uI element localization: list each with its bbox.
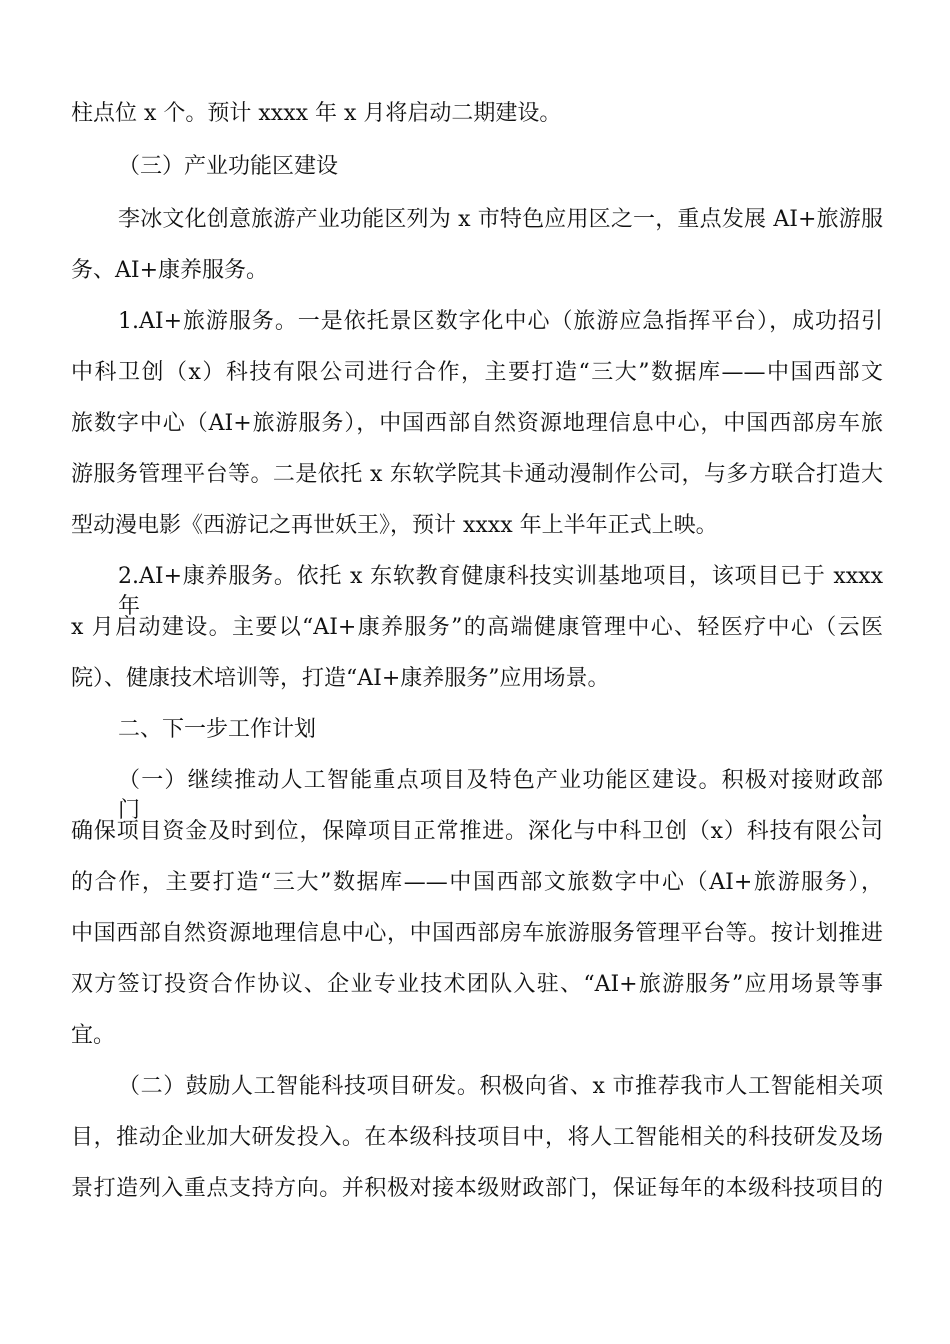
text-line: 务、AI+康养服务。: [71, 258, 269, 283]
text-line: 型动漫电影《西游记之再世妖王》，预计 xxxx 年上半年正式上映。: [71, 513, 718, 538]
text-line: 双方签订投资合作协议、企业专业技术团队入驻、“AI+旅游服务”应用场景等事: [71, 972, 883, 997]
text-line: 2.AI+康养服务。依托 x 东软教育健康科技实训基地项目，该项目已于 xxxx 年: [118, 564, 883, 619]
text-line: （二）鼓励人工智能科技项目研发。积极向省、x 市推荐我市人工智能相关项: [118, 1074, 883, 1099]
text-line: x 月启动建设。主要以“AI+康养服务”的高端健康管理中心、轻医疗中心（云医: [71, 615, 883, 640]
section-heading: 二、下一步工作计划: [118, 717, 317, 742]
text-line: 宜。: [71, 1023, 116, 1048]
text-line: 柱点位 x 个。预计 xxxx 年 x 月将启动二期建设。: [71, 101, 562, 126]
text-line: 景打造列入重点支持方向。并积极对接本级财政部门，保证每年的本级科技项目的: [71, 1176, 883, 1201]
text-line: （一）继续推动人工智能重点项目及特色产业功能区建设。积极对接财政部门，: [118, 768, 883, 823]
text-line: 确保项目资金及时到位，保障项目正常推进。深化与中科卫创（x）科技有限公司: [71, 819, 883, 844]
text-line: 院）、健康技术培训等，打造“AI+康养服务”应用场景。: [71, 666, 610, 691]
text-line: 游服务管理平台等。二是依托 x 东软学院其卡通动漫制作公司，与多方联合打造大: [71, 462, 883, 487]
text-line: 李冰文化创意旅游产业功能区列为 x 市特色应用区之一，重点发展 AI+旅游服: [118, 207, 883, 232]
text-line: 旅数字中心（AI+旅游服务），中国西部自然资源地理信息中心，中国西部房车旅: [71, 411, 883, 436]
text-line: 的合作，主要打造“三大”数据库——中国西部文旅数字中心（AI+旅游服务），: [71, 870, 883, 895]
text-line: 目，推动企业加大研发投入。在本级科技项目中，将人工智能相关的科技研发及场: [71, 1125, 883, 1150]
text-line: 1.AI+旅游服务。一是依托景区数字化中心（旅游应急指挥平台），成功招引: [118, 309, 883, 334]
text-line: 中科卫创（x）科技有限公司进行合作，主要打造“三大”数据库——中国西部文: [71, 360, 883, 385]
section-heading: （三）产业功能区建设: [118, 154, 339, 179]
text-line: 中国西部自然资源地理信息中心，中国西部房车旅游服务管理平台等。按计划推进: [71, 921, 883, 946]
